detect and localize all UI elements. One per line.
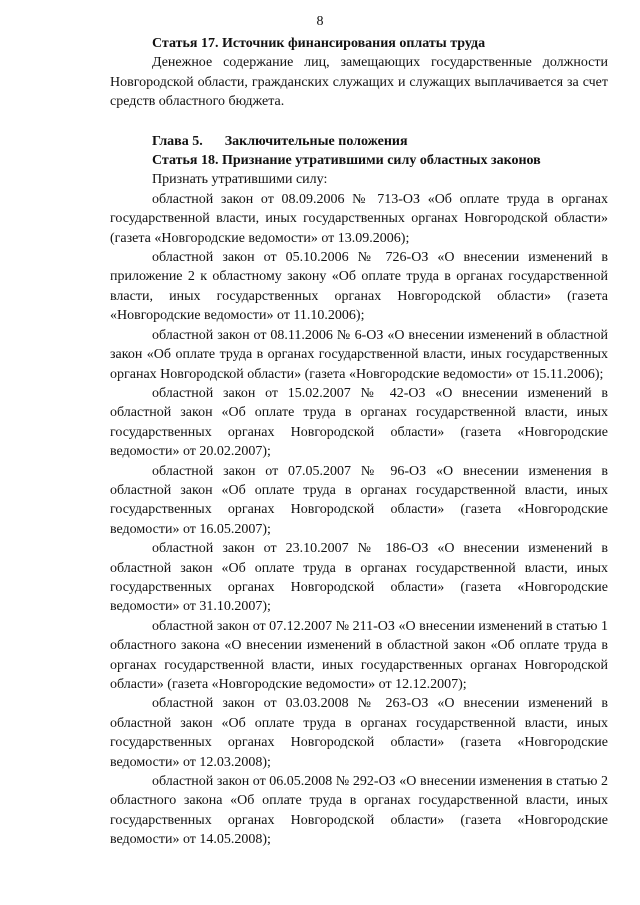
- chapter-label: Глава 5.: [152, 133, 203, 149]
- article-18-intro: Признать утратившими силу:: [152, 172, 328, 188]
- repealed-law-item: областной закон от 08.09.2006 № 713-ОЗ «Об оплате труда в органах государственной власти, иных государственных органах Новгородской области» (газета «Новгородские ведомости» от 13.09.2006);: [110, 191, 608, 246]
- repealed-law-item: областной закон от 07.12.2007 № 211-ОЗ «О внесении изменений в статью 1 областного закона «О внесении изменений в областной закон «Об оплате труда в органах государственной власти, иных государственных органах Новгородской области» (газета «Новгородские ведомости» от 12.12.2007);: [110, 618, 608, 692]
- chapter-heading: [110, 132, 608, 151]
- repealed-law-item: областной закон от 15.02.2007 № 42-ОЗ «О внесении изменений в областной закон «Об оплате труда в органах государственной власти, иных государственных органах Новгородской области» (газета «Новгородские ведомости» от 20.02.2007);: [110, 385, 608, 460]
- page-number: 8: [316, 14, 324, 29]
- repealed-law-item: областной закон от 05.10.2006 № 726-ОЗ «О внесении изменений в приложение 2 к областному закону «Об оплате труда в органах государственной власти, иных государственных органах Новгородской области» (газета «Новгородские ведомости» от 11.10.2006);: [110, 250, 608, 324]
- repealed-law-item: областной закон от 07.05.2007 № 96-ОЗ «О внесении изменения в областной закон «Об оплате труда в органах государственной власти, иных государственных органах Новгородской области» (газета «Новгородские ведомости» от 16.05.2007);: [110, 463, 608, 537]
- article-17-text: Денежное содержание лиц, замещающих государственные должности Новгородской области, гражданских служащих и служащих выплачивается за счет средств областного бюджета.: [110, 55, 608, 110]
- chapter-title: Заключительные положения: [224, 133, 408, 149]
- article-17-title: Статья 17. Источник финансирования оплаты труда: [152, 36, 486, 51]
- article-18-title: Статья 18. Признание утратившими силу областных законов: [152, 153, 541, 169]
- repealed-law-item: областной закон от 03.03.2008 № 263-ОЗ «О внесении изменений в областной закон «Об оплате труда в органах государственной власти, иных государственных органах Новгородской области» (газета «Новгородские ведомости» от 12.03.2008);: [110, 696, 608, 770]
- repealed-law-item: областной закон от 08.11.2006 № 6-ОЗ «О внесении изменений в областной закон «Об оплате труда в органах государственной власти, иных государственных органах Новгородской области» (газета «Новгородские ведомости» от 15.11.2006);: [110, 327, 608, 382]
- repealed-law-item: областной закон от 23.10.2007 № 186-ОЗ «О внесении изменений в областной закон «Об оплате труда в органах государственной власти, иных государственных органах Новгородской области» (газета «Новгородские ведомости» от 31.10.2007);: [110, 541, 608, 615]
- repealed-law-item: областной закон от 06.05.2008 № 292-ОЗ «О внесении изменения в статью 2 областного закона «Об оплате труда в органах государственной власти, иных государственных органах Новгородской области» (газета «Новгородские ведомости» от 14.05.2008);: [110, 774, 608, 848]
- document-body: [110, 34, 608, 850]
